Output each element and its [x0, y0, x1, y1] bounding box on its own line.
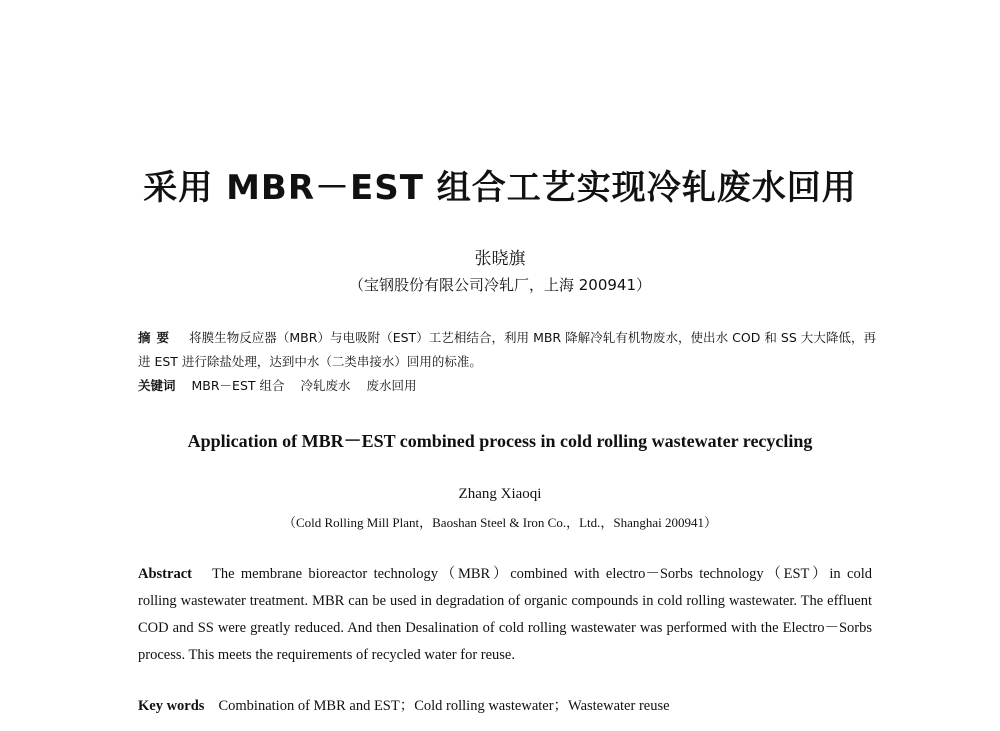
keywords-en [138, 694, 872, 718]
abstract-label-cn: 摘要 [138, 330, 176, 345]
abstract-text-en: The membrane bioreactor technology（MBR）combined with electro－Sorbs technology（EST）in cold rolling wastewater treatment. MBR can be used in degradation of organic compounds in cold rolling wastewater. The effluent COD and SS were greatly reduced. And then Desalination of cold rolling wastewater was performed with the Electro－Sorbs process. This meets the requirements of recycled water for reuse. [138, 566, 872, 663]
keywords-cn [138, 374, 876, 398]
author-en: Zhang Xiaoqi [458, 486, 542, 502]
keywords-text-en: Combination of MBR and EST；Cold rolling wastewater；Wastewater reuse [218, 698, 670, 714]
page-title-en: Application of MBR－EST combined process in cold rolling wastewater recycling [187, 431, 813, 451]
abstract-cn [138, 326, 876, 374]
affiliation-cn: （宝钢股份有限公司冷轧厂，上海 200941） [348, 276, 652, 294]
keywords-label-en: Key words [138, 698, 205, 714]
affiliation-en: （Cold Rolling Mill Plant，Baoshan Steel & Iron Co.，Ltd.，Shanghai 200941） [282, 515, 718, 530]
abstract-text-cn: 将膜生物反应器（MBR）与电吸附（EST）工艺相结合，利用 MBR 降解冷轧有机物废水，使出水 COD 和 SS 大大降低，再进 EST 进行除盐处理，达到中水（二类串接水）回用的标准。 [138, 330, 876, 369]
keywords-label-cn: 关键词 [138, 378, 176, 393]
page-title-cn: 采用 MBR－EST 组合工艺实现冷轧废水回用 [143, 168, 857, 208]
keyword-cn: 冷轧废水 [300, 378, 351, 393]
keyword-cn: MBR－EST 组合 [191, 378, 285, 393]
abstract-en [138, 561, 872, 669]
author-cn: 张晓旗 [474, 249, 526, 269]
abstract-label-en: Abstract [138, 566, 192, 582]
keyword-cn: 废水回用 [366, 378, 417, 393]
